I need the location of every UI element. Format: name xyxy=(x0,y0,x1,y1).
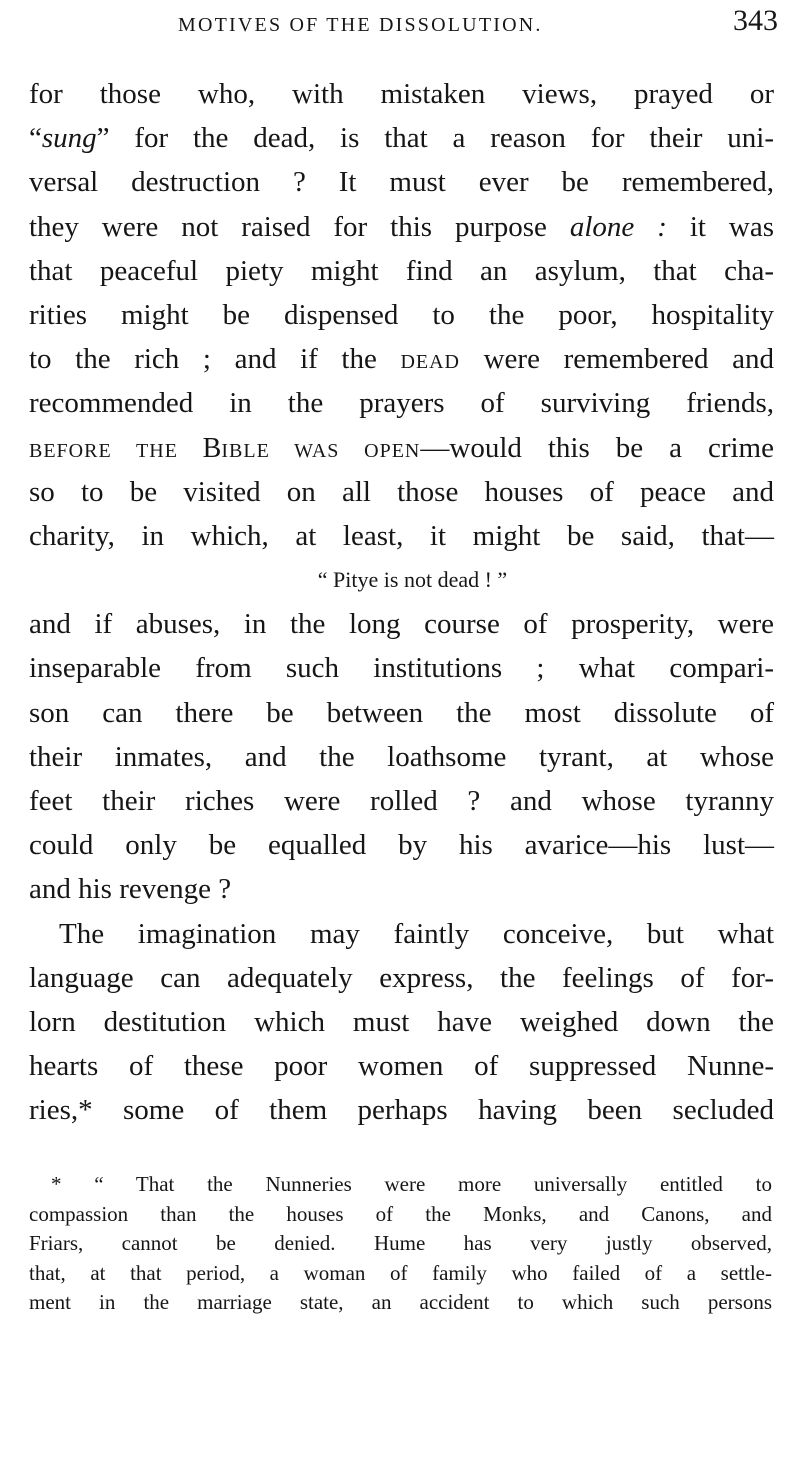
footnote-line: Friars, cannot be denied. Hume has very justly observed, xyxy=(29,1231,772,1255)
text-line xyxy=(29,205,774,249)
text-line xyxy=(29,426,774,470)
text-fragment: to the rich ; and if the xyxy=(29,343,401,376)
footnote xyxy=(29,1170,772,1318)
small-caps-before-the: BEFORE THE xyxy=(29,439,203,462)
emphasis-sung: sung xyxy=(41,122,97,155)
text-line: that peaceful piety might find an asylum, that cha- xyxy=(29,254,774,287)
text-line: versal destruction ? It must ever be remembered, xyxy=(29,166,774,199)
running-title: MOTIVES OF THE DISSOLUTION. xyxy=(178,14,543,36)
block-quote: “ Pitye is not dead ! ” xyxy=(317,567,508,593)
footnote-line: that, at that period, a woman of family who failed of a settle- xyxy=(29,1260,772,1285)
page-header xyxy=(0,4,800,40)
text-line: lorn destitution which must have weighed down the xyxy=(29,1005,774,1038)
footnote-line: compassion than the houses of the Monks, and Canons, and xyxy=(29,1201,772,1226)
text-line: language can adequately express, the feelings of for- xyxy=(29,961,774,994)
open-quote: “ xyxy=(29,122,42,155)
text-line: and his revenge ? xyxy=(29,873,232,906)
footnote-line: * “ That the Nunneries were more universally entitled to xyxy=(51,1172,772,1196)
text-line: recommended in the prayers of surviving friends, xyxy=(29,387,774,420)
text-line: and if abuses, in the long course of prosperity, were xyxy=(29,608,774,641)
small-caps-dead: DEAD xyxy=(400,351,460,374)
small-caps-bible-was-open: IBLE WAS OPEN xyxy=(221,439,421,462)
text-line: feet their riches were rolled ? and whose tyranny xyxy=(29,785,774,817)
footnote-line: ment in the marriage state, an accident to which such persons xyxy=(29,1290,772,1314)
body-text xyxy=(29,72,774,1133)
text-line: rities might be dispensed to the poor, hospitality xyxy=(29,298,774,331)
text-fragment: they were not raised for this purpose xyxy=(29,210,570,243)
text-line: inseparable from such institutions ; what compari- xyxy=(29,652,774,685)
text-fragment: —would this be a crime xyxy=(420,431,774,464)
text-line: so to be visited on all those houses of peace and xyxy=(29,475,774,508)
text-line: their inmates, and the loathsome tyrant, at whose xyxy=(29,740,774,773)
text-line: son can there be between the most dissolute of xyxy=(29,696,774,729)
text-fragment: ” for the dead, is that a reason for their uni- xyxy=(96,122,774,155)
text-line xyxy=(29,337,774,381)
text-line: hearts of these poor women of suppressed Nunne- xyxy=(29,1050,774,1083)
text-fragment: it was xyxy=(666,210,774,243)
text-fragment: were remembered and xyxy=(460,343,774,376)
text-line: charity, in which, at least, it might be said, that— xyxy=(29,519,774,552)
text-line: could only be equalled by his avarice—his lust— xyxy=(29,829,774,862)
emphasis-alone: alone : xyxy=(569,210,667,243)
text-line: ries,* some of them perhaps having been secluded xyxy=(29,1094,774,1127)
capital-b: B xyxy=(202,432,222,464)
text-line: for those who, with mistaken views, prayed or xyxy=(29,78,774,110)
page-number: 343 xyxy=(733,4,778,37)
paragraph-start: The imagination may faintly conceive, but what xyxy=(59,917,774,950)
text-line xyxy=(29,116,774,160)
